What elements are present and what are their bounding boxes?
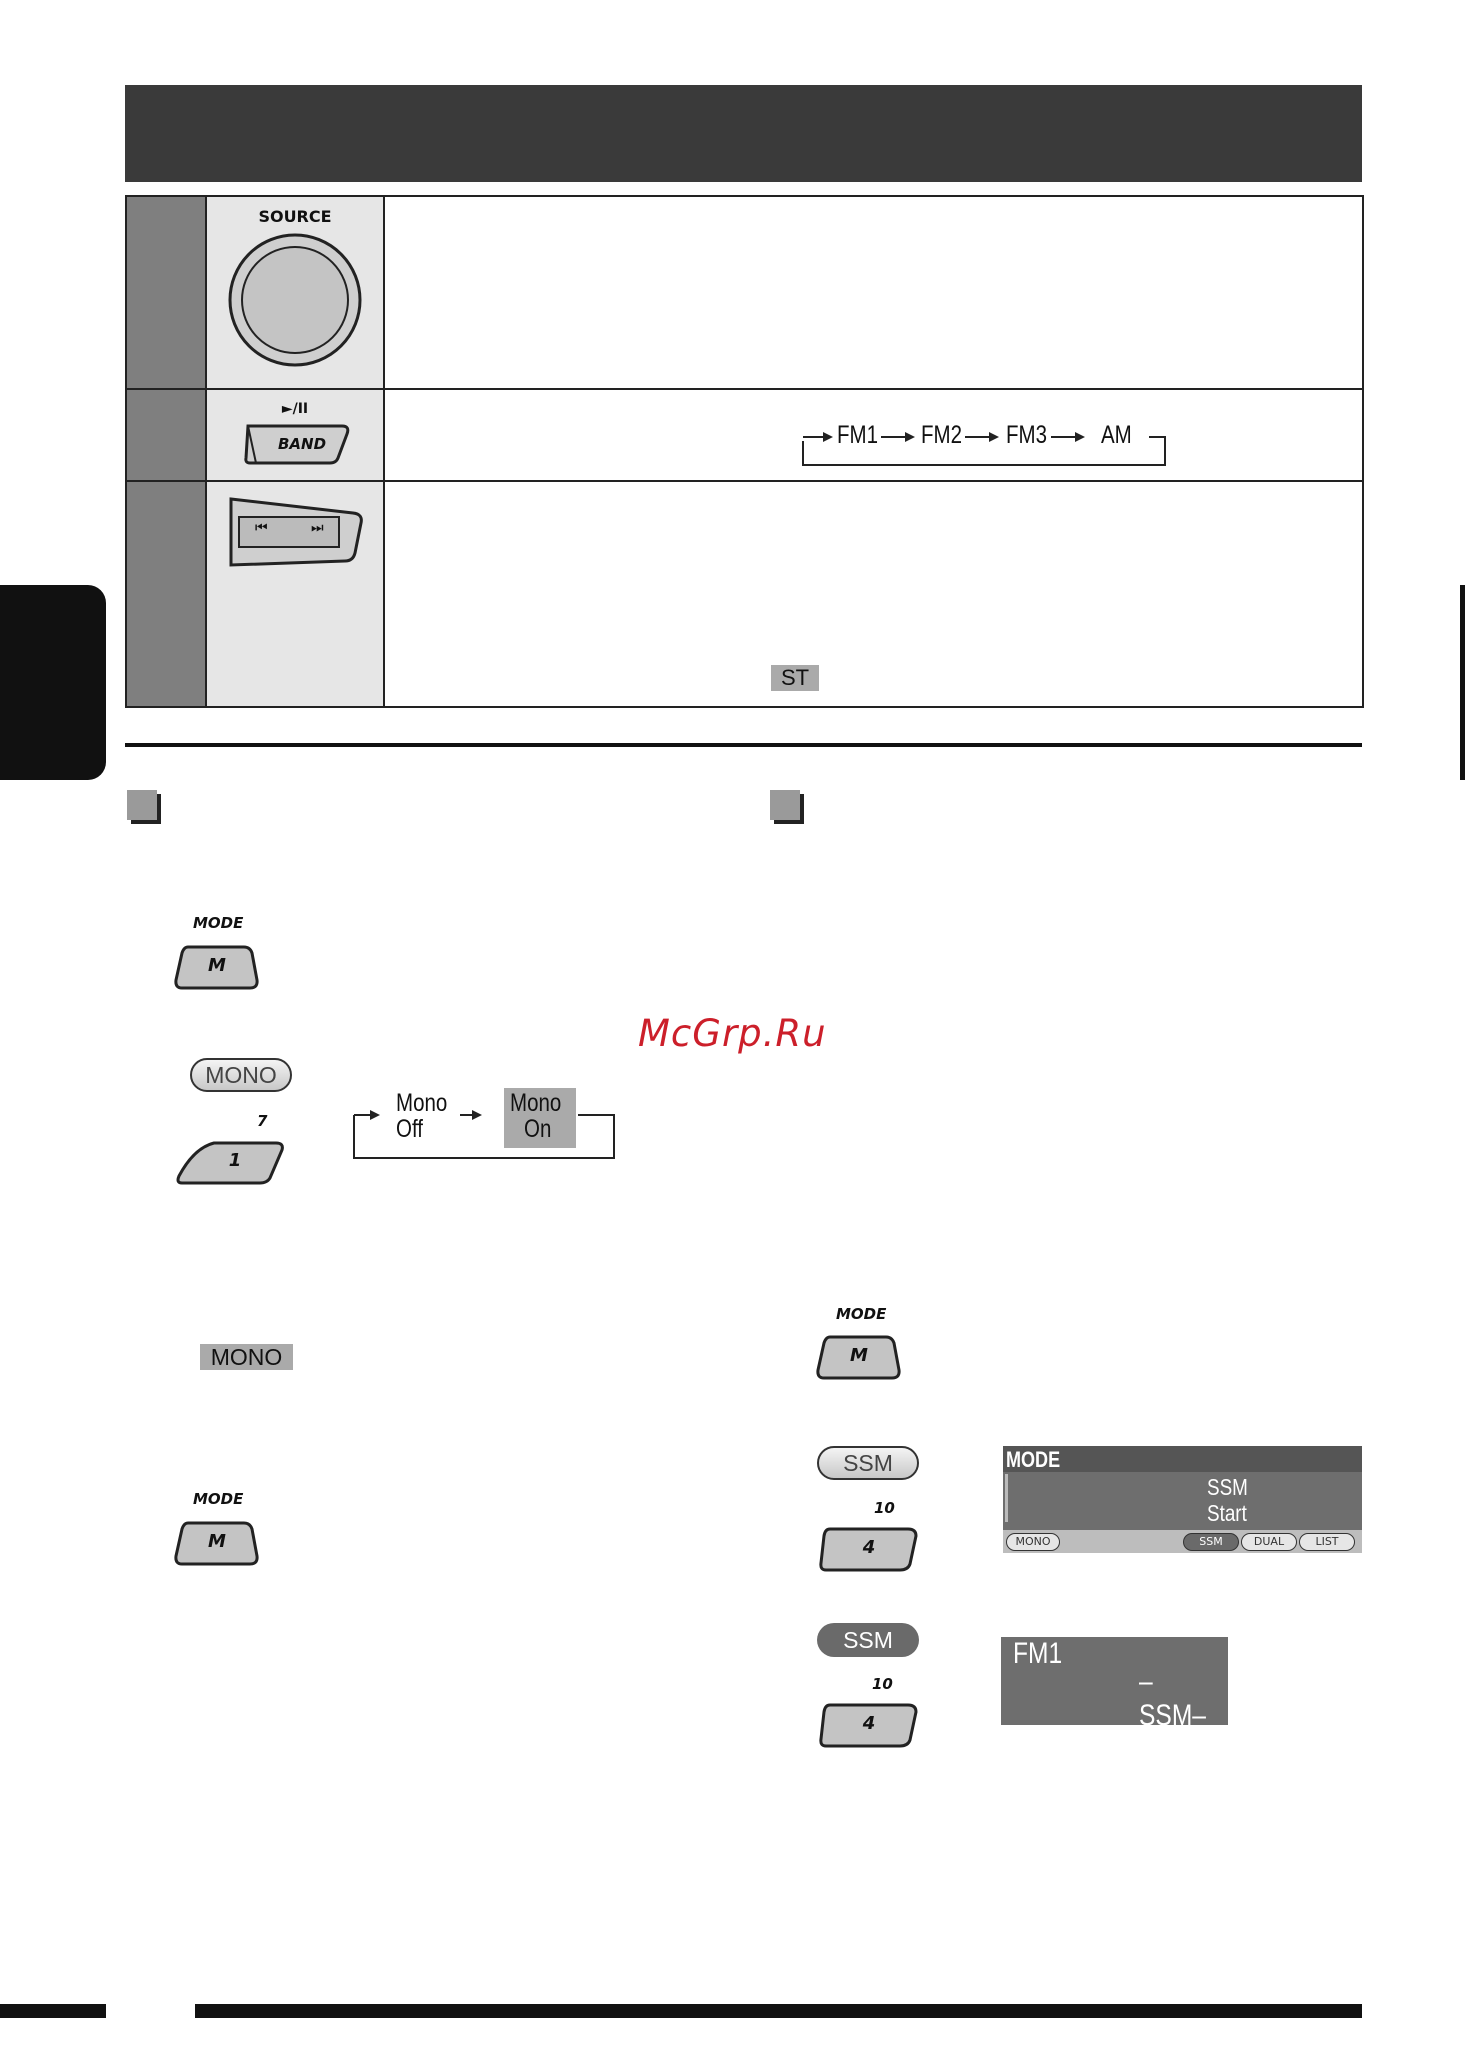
band-fm3: FM3 [1006, 421, 1047, 449]
preset-4-button-label: 4 [862, 1537, 876, 1558]
mode-button-label: M [208, 955, 226, 976]
lcd-title: MODE [1006, 1447, 1061, 1472]
seek-forward-icon[interactable]: ⏭ [311, 520, 324, 536]
play-pause-label: ►/II [281, 401, 309, 417]
table-row-divider [127, 388, 1362, 390]
mono-toggle-flow [352, 1085, 622, 1161]
lcd-tab-mono[interactable]: MONO [1006, 1533, 1060, 1551]
seek-buttons-icon[interactable] [227, 493, 367, 569]
mono-on-line2: On [524, 1115, 552, 1143]
source-label: SOURCE [258, 207, 332, 226]
left-section-marker [127, 790, 157, 820]
lcd2-status: –SSM– [1139, 1665, 1206, 1732]
footer-bar-left [0, 2004, 106, 2018]
mode-label-2: MODE [193, 1490, 244, 1508]
step-table [125, 195, 1364, 708]
preset-number-10-b: 10 [872, 1675, 893, 1693]
lcd-scrollbar [1005, 1474, 1008, 1522]
lcd-line-ssm: SSM [1207, 1474, 1248, 1500]
section-divider [125, 743, 1362, 747]
lcd-tab-dual[interactable]: DUAL [1241, 1533, 1297, 1551]
section-header-band [125, 85, 1362, 182]
lcd-mode-ssm-display [1003, 1446, 1362, 1553]
right-mode-label: MODE [836, 1305, 887, 1323]
band-am: AM [1101, 421, 1132, 449]
band-fm2: FM2 [921, 421, 962, 449]
mono-pill-label: MONO [205, 1062, 277, 1088]
stereo-indicator: ST [771, 665, 819, 691]
lcd2-band: FM1 [1013, 1637, 1063, 1670]
table-row-divider [127, 480, 1362, 482]
seek-back-icon[interactable]: ⏮ [255, 520, 268, 536]
right-edge-tab [1460, 585, 1465, 780]
preset-number-7: 7 [257, 1112, 268, 1130]
mono-indicator: MONO [200, 1344, 293, 1370]
mono-on-line1: Mono [510, 1089, 562, 1117]
ssm-pill-dark-label: SSM [843, 1627, 893, 1653]
band-button-label: BAND [277, 435, 327, 453]
band-sequence-flow [799, 407, 1199, 469]
mono-off-line1: Mono [396, 1089, 448, 1117]
watermark-text: McGrp.Ru [638, 1012, 827, 1055]
mode-button-2-label: M [208, 1531, 226, 1552]
band-fm1: FM1 [837, 421, 878, 449]
right-section-marker [770, 790, 800, 820]
lcd-tab-list[interactable]: LIST [1299, 1533, 1355, 1551]
source-knob-icon[interactable] [227, 232, 363, 368]
lcd-tab-ssm[interactable]: SSM [1183, 1533, 1239, 1551]
lcd-line-start: Start [1207, 1500, 1247, 1526]
side-language-tab [0, 585, 106, 780]
lcd-fm1-ssm-display [1001, 1637, 1228, 1732]
footer-bar-right [195, 2004, 1362, 2018]
preset-number-10-a: 10 [874, 1499, 895, 1517]
mode-label: MODE [193, 914, 244, 932]
right-mode-button-label: M [850, 1345, 868, 1366]
mono-off-line2: Off [396, 1115, 423, 1143]
preset-4-button-2-label: 4 [862, 1713, 876, 1734]
preset-1-button-label: 1 [228, 1150, 242, 1171]
ssm-pill-label: SSM [843, 1450, 893, 1476]
step-number-column [127, 197, 205, 706]
